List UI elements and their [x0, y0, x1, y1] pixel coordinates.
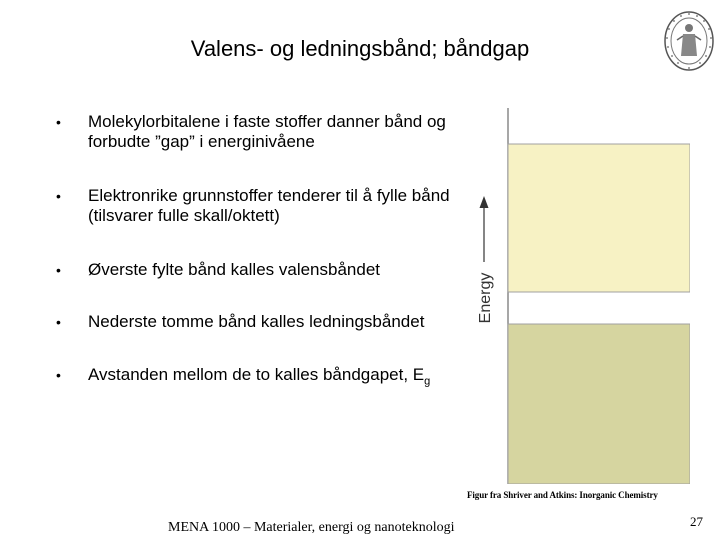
lower-band	[508, 324, 690, 484]
bullet-item	[56, 312, 456, 332]
footer-text: MENA 1000 – Materialer, energi og nanoteknologi	[168, 520, 455, 535]
bullet-item	[56, 260, 456, 280]
energy-arrow-icon	[480, 196, 489, 208]
bullet-text: Øverste fylte bånd kalles valensbåndet	[88, 260, 381, 279]
band-diagram	[470, 108, 690, 484]
upper-band	[508, 144, 690, 292]
bullet-marker: •	[56, 114, 61, 130]
bullet-marker: •	[56, 188, 61, 204]
bullet-text: Elektronrike grunnstoffer tenderer til å fylle bånd (tilsvarer fulle skall/oktett)	[88, 186, 450, 225]
figure-caption: Figur fra Shriver and Atkins: Inorganic Chemistry	[467, 490, 658, 500]
bullet-text: Nederste tomme bånd kalles ledningsbåndet	[88, 312, 425, 331]
bullet-marker: •	[56, 314, 61, 330]
slide-title: Valens- og ledningsbånd; båndgap	[190, 36, 530, 61]
bullet-item	[56, 112, 456, 152]
bullet-item	[56, 186, 456, 226]
bullet-text-main: Avstanden mellom de to kalles båndgapet, E	[88, 365, 425, 384]
bullet-item	[56, 365, 456, 391]
bullet-marker: •	[56, 367, 61, 383]
energy-axis-label: Energy	[477, 272, 494, 324]
bullet-marker: •	[56, 262, 61, 278]
university-seal-icon	[663, 10, 715, 72]
bullet-text: Molekylorbitalene i faste stoffer danner bånd og forbudte ”gap” i energinivåene	[88, 112, 446, 151]
bullet-subscript: g	[424, 375, 431, 388]
bullet-text	[88, 365, 456, 391]
page-number: 27	[690, 514, 703, 529]
